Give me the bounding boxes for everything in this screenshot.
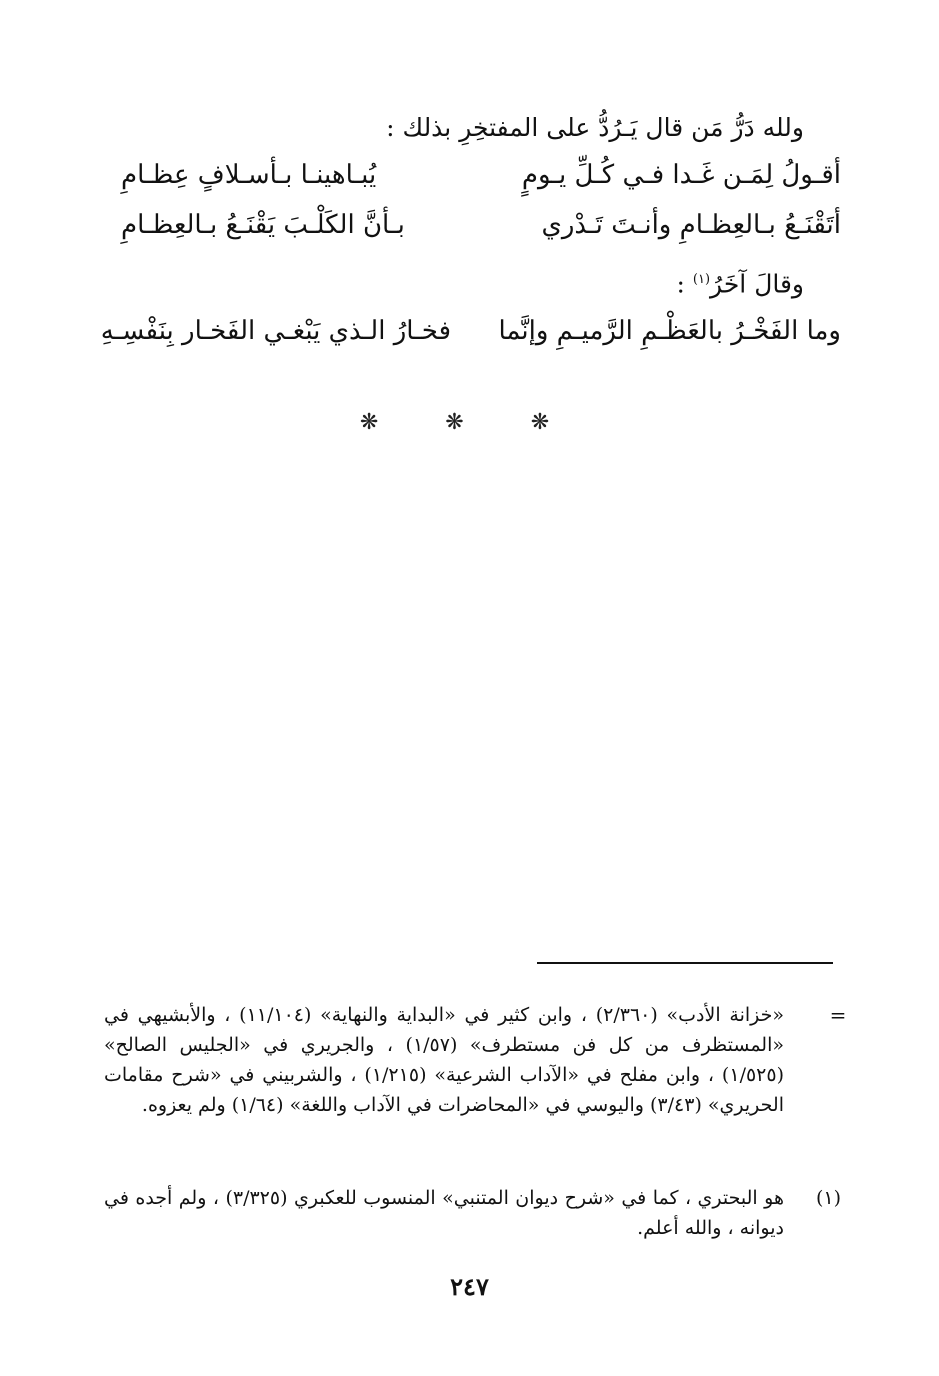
verse-second-hemistich: فخـارُ الـذي يَبْغـي الفَخـار بِنَفْسِـهِ	[100, 316, 451, 346]
verse-line	[100, 308, 841, 354]
footnote-continuation-text: «خزانة الأدب» (٢/٣٦٠) ، وابن كثير في «البداية والنهاية» (١١/١٠٤) ، والأبشيهي في «المستظرف من كل فن مستطرف» (١/٥٧) ، والجريري في «الجليس الصالح» (١/٥٢٥) ، وابن مفلح في «الآداب الشرعية» (١/٢١٥) ، والشربيني في «شرح مقامات الحريري» (٣/٤٣) واليوسي في «المحاضرات في الآداب واللغة» (١/٦٤) ولم يعزوه.	[104, 1004, 785, 1116]
second-intro-line	[104, 260, 804, 304]
verse-second-hemistich: بـأنَّ الكَلْـبَ يَقْنَـعُ بـالعِظـامِ	[121, 210, 405, 240]
page-number: ٢٤٧	[450, 1272, 489, 1301]
second-intro-text: وقالَ آخَرُ	[710, 269, 804, 299]
verse-second-hemistich: يُبـاهينـا بـأسـلافٍ عِظـامِ	[121, 160, 377, 190]
second-intro-colon: :	[676, 269, 693, 299]
footnote-continuation-marker: =	[829, 1003, 847, 1027]
verse-line	[121, 202, 841, 248]
verse-line	[121, 152, 841, 198]
verse-first-hemistich: وما الفَخْـرُ بالعَظْـمِ الرَّميـمِ وإنَّما	[498, 316, 841, 346]
footnote-divider	[537, 962, 833, 964]
footnote-reference[interactable]: (١)	[692, 272, 711, 287]
intro-line: ولله دَرُّ مَن قال يَـرُدُّ على المفتخِرِ بذلك :	[386, 113, 804, 142]
footnote-number: (١)	[815, 1187, 841, 1209]
section-separator: ❋ ❋ ❋	[359, 410, 580, 435]
verse-first-hemistich: أتَقْنَـعُ بـالعِظـامِ وأنـتَ تَـدْري	[541, 210, 841, 240]
footnote-text: هو البحتري ، كما في «شرح ديوان المتنبي» المنسوب للعكبري (٣/٣٢٥) ، ولم أجده في ديوانه ، والله أعلم.	[104, 1187, 785, 1239]
verse-first-hemistich: أقـولُ لِمَـن غَـدا فـي كُـلِّ يـومٍ	[521, 160, 841, 190]
